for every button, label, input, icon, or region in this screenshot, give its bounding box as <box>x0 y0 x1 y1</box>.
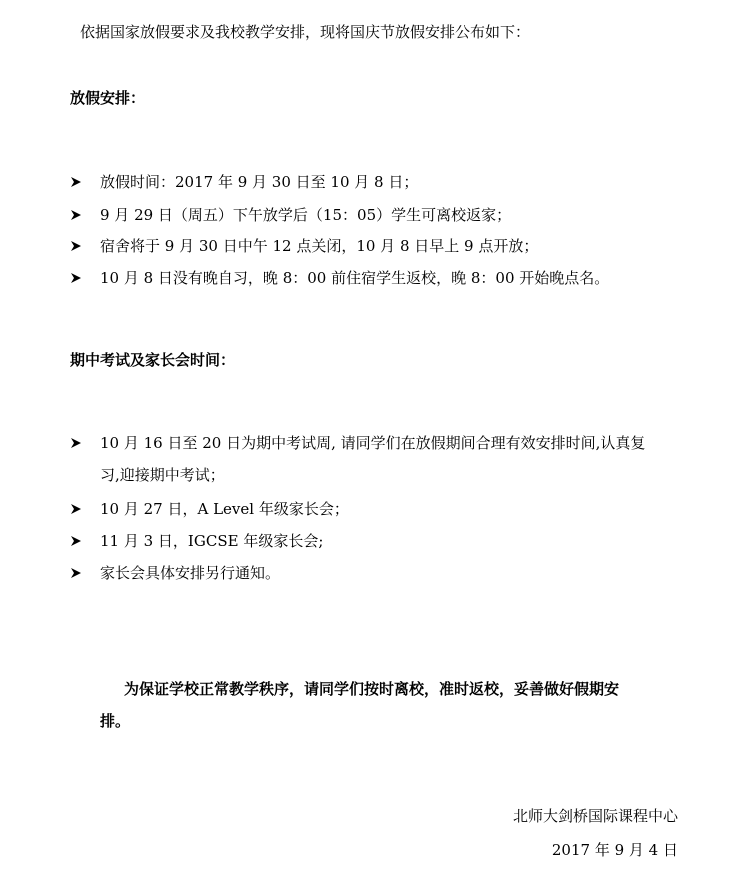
list-item-text: 9 月 29 日（周五）下午放学后（15：05）学生可离校返家； <box>100 206 512 224</box>
closing-text-continuation: 排。 <box>100 712 131 730</box>
signature-org: 北师大剑桥国际课程中心 <box>512 807 678 825</box>
arrow-bullet-icon <box>70 535 82 547</box>
list-item-text: 10 月 8 日没有晚自习，晚 8：00 前住宿学生返校，晚 8：00 开始晚点名。 <box>100 269 610 287</box>
signature-date: 2017 年 9 月 4 日 <box>551 841 678 859</box>
list-item-text: 放假时间：2017 年 9 月 30 日至 10 月 8 日； <box>100 173 419 191</box>
list-item-text: 家长会具体安排另行通知。 <box>100 564 281 582</box>
intro-text: 依据国家放假要求及我校教学安排，现将国庆节放假安排公布如下： <box>80 23 531 41</box>
arrow-bullet-icon <box>70 176 82 188</box>
arrow-bullet-icon <box>70 503 82 515</box>
list-item-text: 11 月 3 日，IGCSE 年级家长会; <box>100 532 324 550</box>
arrow-bullet-icon <box>70 567 82 579</box>
list-item-text: 宿舍将于 9 月 30 日中午 12 点关闭，10 月 8 日早上 9 点开放； <box>100 237 539 255</box>
arrow-bullet-icon <box>70 272 82 284</box>
arrow-bullet-icon <box>70 209 82 221</box>
list-item-text: 10 月 16 日至 20 日为期中考试周, 请同学们在放假期间合理有效安排时间,认真复 <box>100 434 646 452</box>
arrow-bullet-icon <box>70 240 82 252</box>
list-item-text: 10 月 27 日，A Level 年级家长会； <box>100 500 349 518</box>
arrow-bullet-icon <box>70 437 82 449</box>
holiday-heading: 放假安排： <box>70 89 146 107</box>
closing-text: 为保证学校正常教学秩序，请同学们按时离校，准时返校，妥善做好假期安 <box>124 680 620 698</box>
exam-heading: 期中考试及家长会时间： <box>70 351 236 369</box>
list-item-continuation: 习,迎接期中考试； <box>100 466 225 484</box>
